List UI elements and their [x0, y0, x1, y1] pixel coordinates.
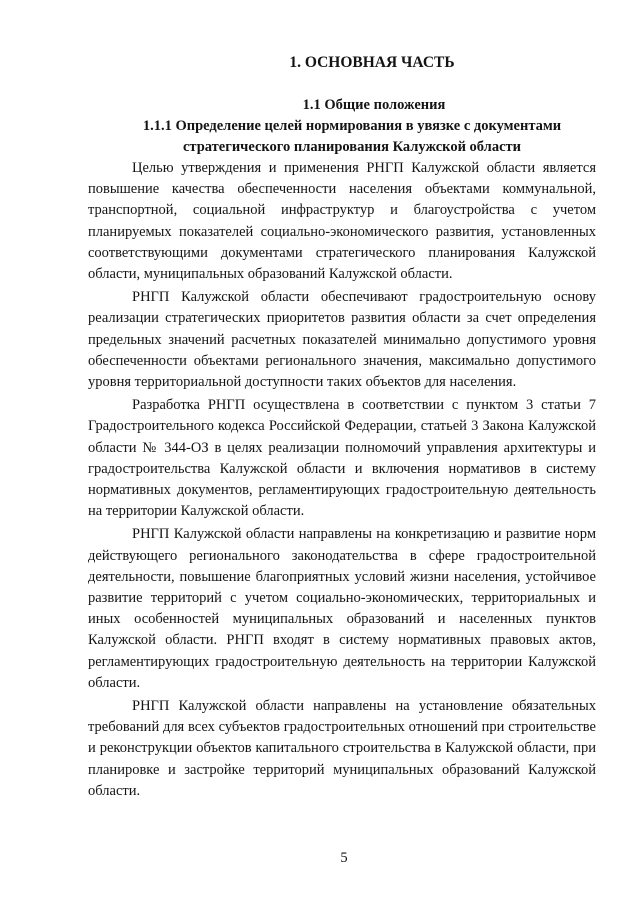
subsection-heading: 1.1 Общие положения	[302, 97, 446, 113]
document-page	[88, 52, 596, 804]
paragraph-1: Целью утверждения и применения РНГП Калужской области является повышение качества обеспеченности населения объектами коммунальной, транспортной, социальной инфраструктур и благоустройства с учетом планируемых показателей социально-экономического развития, установленных соответствующими документами стратегического планирования Калужской области, муниципальных образований Калужской области.	[88, 160, 596, 283]
paragraph-4: РНГП Калужской области направлены на конкретизацию и развитие норм действующего регионального законодательства в сфере градостроительной деятельности, повышение благоприятных условий жизни населения, устойчивое развитие территорий с учетом социально-экономических, территориальных и иных особенностей муниципальных образований и населенных пунктов Калужской области. РНГП входят в систему нормативных правовых актов, регламентирующих градостроительную деятельность на территории Калужской области.	[88, 526, 596, 691]
page-number: 5	[340, 850, 348, 866]
paragraph-3: Разработка РНГП осуществлена в соответствии с пунктом 3 статьи 7 Градостроительного кодекса Российской Федерации, статьей 3 Закона Калужской области № 344-ОЗ в целях реализации полномочий управления архитектуры и градостроительства Калужской области и включения нормативов в систему нормативных документов, регламентирующих градостроительную деятельность на территории Калужской области.	[88, 397, 596, 520]
paragraph-2: РНГП Калужской области обеспечивают градостроительную основу реализации стратегических приоритетов развития области за счет определения предельных значений расчетных показателей минимально допустимого уровня обеспеченности объектами регионального значения, максимально допустимого уровня территориальной доступности таких объектов для населения.	[88, 289, 596, 391]
paragraph-5: РНГП Калужской области направлены на установление обязательных требований для всех субъектов градостроительных отношений при строительстве и реконструкции объектов капитального строительства в Калужской области, при планировке и застройке территорий муниципальных образований Калужской области.	[88, 698, 596, 799]
section-heading: 1. ОСНОВНАЯ ЧАСТЬ	[289, 54, 455, 71]
subsubsection-heading: 1.1.1 Определение целей нормирования в увязке с документами стратегического планирования Калужской области	[142, 118, 562, 155]
